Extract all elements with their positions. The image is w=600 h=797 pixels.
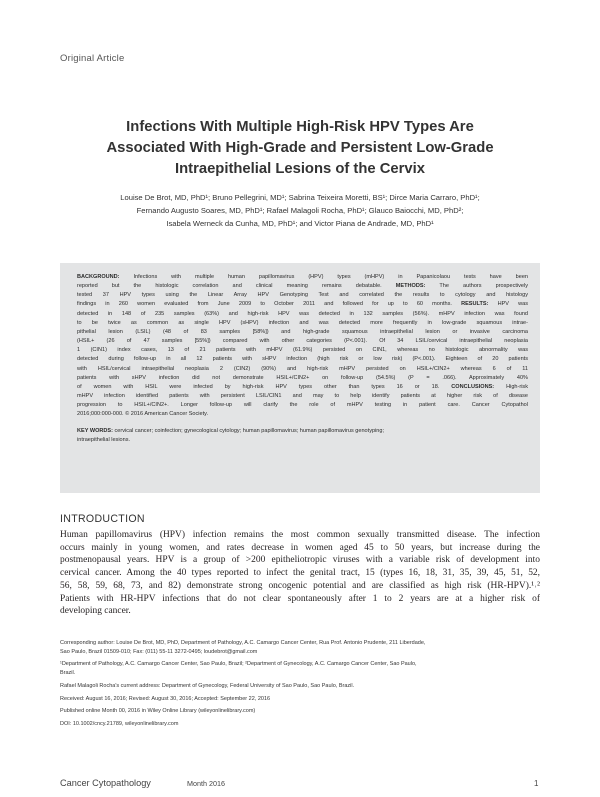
keywords (77, 427, 528, 445)
abstract-line: to be twice as common as single HPV (sHPV) infection and was detected more frequently in low-grade squamous intrae- (77, 319, 528, 326)
corresponding-author: Sao Paulo, Brazil 01509-010; Fax: (011) 55-11 3272-0495; loudebrot@gmail.com (60, 648, 258, 655)
introduction-text (60, 529, 540, 618)
doi: DOI: 10.1002/cncy.21789, wileyonlinelibrary.com (60, 720, 179, 727)
section-heading: INTRODUCTION (60, 513, 145, 525)
abstract-line: reported but the histologic correlation and clinical meaning remains debatable. METHODS: The authors prospectively (77, 283, 528, 290)
page-number: 1 (534, 779, 539, 788)
abstract-line: mHPV infection identified patients with persistent LSIL/CIN1 and may to help identify patients at higher risk of disease (77, 393, 528, 400)
footer-journal-name: Cancer Cytopathology (60, 778, 151, 788)
body-line: Human papillomavirus (HPV) infection remains the most common sexually transmitted disease. The infection (60, 530, 540, 540)
abstract-line: findings in 260 women evaluated from June 2009 to October 2011 and followed for up to 60 months. RESULTS: HPV was (77, 301, 528, 308)
abstract-line: progression to HSIL+/CIN2+. Longer follow-up will clarify the role of mHPV testing in patient care. Cancer Cytopathol (77, 402, 528, 409)
affiliations: ¹Department of Pathology, A.C. Camargo Cancer Center, Sao Paulo, Brazil; ²Department of Gynecology, A.C. Camargo Cancer Center, Sao Paulo, (60, 661, 417, 668)
abstract-text (77, 273, 528, 420)
footer-issue-month: Month 2016 (187, 779, 225, 788)
abstract-box (60, 263, 540, 493)
abstract-line: 2016;000:000-000. © 2016 American Cancer Society. (77, 411, 209, 418)
title-line: Associated With High-Grade and Persistent Low-Grade (106, 140, 494, 156)
abstract-line: detected in 148 of 235 samples (63%) and high-risk HPV was detected in 132 samples (56%). mHPV infection was found (77, 310, 528, 317)
corresponding-author: Corresponding author: Louise De Brot, MD, PhD, Department of Pathology, A.C. Camargo Cancer Center, Rua Prof. Antonio Prudente, 211 Liberdade, (60, 640, 426, 646)
abstract-line: 1 (CIN1) index cases, 13 of 21 patients with mHPV (61.9%) persisted on CIN1, whereas no histologic abnormality was (77, 347, 528, 354)
abstract-line: detected during follow-up in all 12 patients with sHPV infection (high risk or low risk) (P<.001). Eighteen of 20 patients (77, 356, 528, 363)
abstract-line: BACKGROUND: Infections with multiple human papillomavirus (HPV) types (mHPV) in Papanicolaou tests have been (77, 274, 528, 280)
affiliations: Brazil. (60, 670, 76, 677)
article-title (60, 117, 540, 180)
body-line: occurs mainly in young women, and rates decrease in women aged 45 to 50 years, but increase during the (60, 542, 540, 553)
article-type-label: Original Article (60, 53, 125, 64)
current-address: Rafael Malagoli Rocha's current address: Department of Gynecology, Federal University of Sao Paulo, Sao Paulo, Brazil. (60, 682, 355, 689)
body-line: 56, 58, 59, 68, 73, and 82) demonstrate strong oncogenic potential and are classified as high risk (HR-HPV).¹˒² (60, 580, 540, 591)
abstract-line: patients with sHPV infection did not demonstrate HSIL+/CIN2+ on follow-up (54.5%) (P = .066). Approximately 40% (77, 374, 528, 381)
body-line: developing cancer. (60, 606, 131, 617)
author-line: Fernando Augusto Soares, MD, PhD¹; Rafael Malagoli Rocha, PhD¹; Glauco Baiocchi, MD, PhD²; (136, 206, 464, 215)
abstract-line: tested 37 HPV types using the Linear Array HPV Genotyping Test and correlated the results to cytology and histology (77, 292, 528, 299)
abstract-line: of women with HSIL were infected by high-risk HPV types other than types 16 or 18. CONCLUSIONS: High-risk (77, 383, 528, 390)
body-line: postmenopausal years. HPV is a group of >200 epitheliotropic viruses with a variable risk of development into (60, 555, 540, 566)
title-line: Infections With Multiple High-Risk HPV Types Are (126, 119, 474, 135)
keywords-text: intraepithelial lesions. (77, 436, 131, 443)
title-line: Intraepithelial Lesions of the Cervix (175, 161, 425, 177)
body-line: Patients with HR-HPV infections that do not clear spontaneously after 1 to 2 years are at a higher risk of (60, 593, 540, 604)
abstract-line: (HSIL+ (26 of 47 samples [55%]) compared with other categories (P<.001). Of 34 LSIL/cervical intraepithelial neoplasia (77, 338, 528, 345)
abstract-line: pithelial lesion (LSIL) (48 of 83 samples [58%]) and high-grade squamous intraepithelial lesion or invasive carcinoma (77, 328, 528, 335)
keywords-text: cervical cancer; coinfection; gynecological cytology; human papillomavirus; human papillomavirus genotyping; (114, 427, 384, 434)
footnotes (60, 639, 540, 729)
article-dates: Received: August 16, 2016; Revised: August 30, 2016; Accepted: September 22, 2016 (60, 695, 271, 702)
author-list (60, 191, 540, 230)
keywords-label: KEY WORDS: (77, 427, 113, 434)
author-line: Isabela Werneck da Cunha, MD, PhD¹; and Victor Piana de Andrade, MD, PhD¹ (166, 219, 434, 228)
published-online: Published online Month 00, 2016 in Wiley Online Library (wileyonlinelibrary.com) (60, 708, 256, 715)
abstract-line: with HSIL/cervical intraepithelial neoplasia 2 (CIN2) (90%) and high-risk mHPV persisted on HSIL+/CIN2+ whereas 6 of 11 (77, 365, 528, 372)
author-line: Louise De Brot, MD, PhD¹; Bruno Pellegrini, MD¹; Sabrina Teixeira Moretti, BS¹; Dirce Maria Carraro, PhD¹; (120, 193, 480, 202)
body-line: cervical cancer. Among the 40 types reported to infect the genital tract, 15 (types 16, 18, 31, 35, 39, 45, 51, 52, (60, 568, 540, 579)
